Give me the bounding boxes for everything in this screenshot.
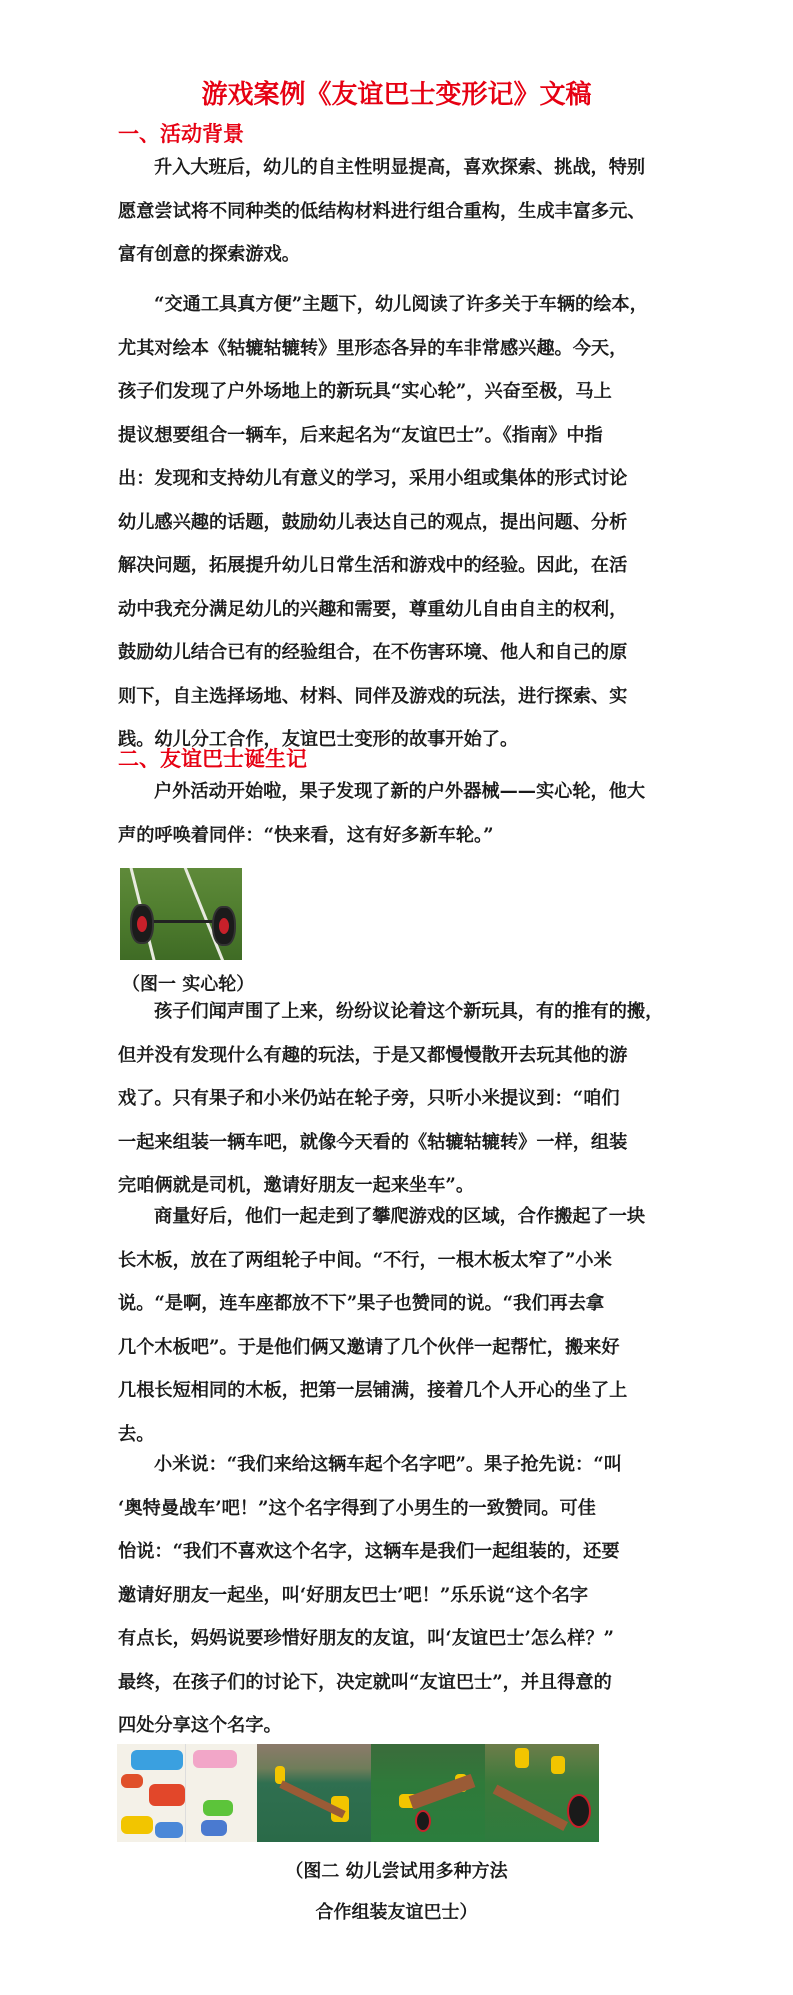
document-title: 游戏案例《友谊巴士变形记》文稿 [201, 80, 592, 110]
paragraph-birth-4 [118, 1443, 676, 1748]
paragraph-birth-3 [118, 1195, 676, 1456]
section-heading-background: 一、活动背景 [118, 121, 244, 146]
text-line: 去。 [118, 1423, 155, 1445]
paragraph-birth-2 [118, 990, 676, 1208]
text-line: 有点长，妈妈说要珍惜好朋友的友谊，叫‘友谊巴士’怎么样？” [118, 1628, 615, 1649]
text-line: 邀请好朋友一起坐，叫‘好朋友巴士’吧！”乐乐说“这个名字 [118, 1584, 589, 1606]
text-line: 幼儿感兴趣的话题，鼓励幼儿表达自己的观点，提出问题、分析 [118, 511, 628, 533]
text-line: 鼓励幼儿结合已有的经验组合，在不伤害环境、他人和自己的原 [118, 642, 628, 663]
paragraph-background-1 [118, 146, 676, 277]
wheel-left [130, 904, 154, 944]
text-line: 愿意尝试将不同种类的低结构材料进行组合重构，生成丰富多元、 [118, 200, 646, 222]
text-line: “交通工具真方便”主题下，幼儿阅读了许多关于车辆的绘本， [154, 294, 648, 315]
text-line: 解决问题，拓展提升幼儿日常生活和游戏中的经验。因此，在活 [118, 555, 628, 576]
wheel-right [212, 906, 236, 946]
text-line: 小米说：“我们来给这辆车起个名字吧”。果子抢先说：“叫 [154, 1454, 622, 1475]
text-line: 动中我充分满足幼儿的兴趣和需要，尊重幼儿自由自主的权利， [118, 598, 628, 620]
section-heading-birth: 二、友谊巴士诞生记 [118, 746, 307, 771]
text-line: 提议想要组合一辆车，后来起名为“友谊巴士”。《指南》中指 [118, 424, 603, 446]
text-line: 怡说：“我们不喜欢这个名字，这辆车是我们一起组装的，还要 [118, 1541, 620, 1562]
text-line: 说。“是啊，连车座都放不下”果子也赞同的说。“我们再去拿 [118, 1293, 605, 1314]
kids-pushing-cart-image [371, 1744, 485, 1842]
text-line: 几根长短相同的木板，把第一层铺满，接着几个人开心的坐了上 [118, 1380, 628, 1401]
figure-1-caption: （图一 实心轮） [122, 974, 255, 995]
text-line: 户外活动开始啦，果子发现了新的户外器械——实心轮，他大 [154, 781, 646, 802]
picture-book-vehicles-image [117, 1744, 257, 1842]
text-line: 完咱俩就是司机，邀请好朋友一起来坐车”。 [118, 1175, 475, 1196]
text-line: 最终，在孩子们的讨论下，决定就叫“友谊巴士”，并且得意的 [118, 1671, 612, 1693]
paragraph-background-2 [118, 283, 676, 762]
text-line: 富有创意的探索游戏。 [118, 244, 300, 265]
text-line: ‘奥特曼战车’吧！”这个名字得到了小男生的一致赞同。可佳 [118, 1497, 596, 1519]
text-line: 出：发现和支持幼儿有意义的学习，采用小组或集体的形式讨论 [118, 468, 628, 489]
text-line: 声的呼唤着同伴：“快来看，这有好多新车轮。” [118, 824, 494, 846]
figure-2-photo-strip [117, 1744, 676, 1842]
solid-wheel-photo [120, 868, 242, 960]
text-line: 四处分享这个名字。 [118, 1715, 282, 1736]
text-line: 但并没有发现什么有趣的玩法，于是又都慢慢散开去玩其他的游 [118, 1044, 628, 1066]
text-line: 商量好后，他们一起走到了攀爬游戏的区域，合作搬起了一块 [154, 1206, 646, 1227]
text-line: 尤其对绘本《轱辘轱辘转》里形态各异的车非常感兴趣。今天， [118, 337, 628, 359]
text-line: 孩子们闻声围了上来，纷纷议论着这个新玩具，有的推有的搬， [154, 1001, 664, 1022]
kids-assembling-bus-image [485, 1744, 599, 1842]
figure-2-caption-line-2: 合作组装友谊巴士） [315, 1902, 478, 1923]
text-line: 孩子们发现了户外场地上的新玩具“实心轮”，兴奋至极，马上 [118, 381, 612, 402]
text-line: 升入大班后，幼儿的自主性明显提高，喜欢探索、挑战，特别 [154, 157, 646, 178]
text-line: 则下，自主选择场地、材料、同伴及游戏的玩法，进行探索、实 [118, 685, 628, 707]
text-line: 长木板，放在了两组轮子中间。“不行，一根木板太窄了”小米 [118, 1249, 612, 1271]
text-line: 一起来组装一辆车吧，就像今天看的《轱辘轱辘转》一样，组装 [118, 1131, 628, 1153]
text-line: 几个木板吧”。于是他们俩又邀请了几个伙伴一起帮忙，搬来好 [118, 1336, 620, 1358]
paragraph-birth-1 [118, 770, 676, 857]
figure-2-caption-line-1: （图二 幼儿尝试用多种方法 [285, 1861, 508, 1882]
kids-carrying-board-image [257, 1744, 371, 1842]
text-line: 践。幼儿分工合作，友谊巴士变形的故事开始了。 [118, 729, 519, 750]
text-line: 戏了。只有果子和小米仍站在轮子旁，只听小米提议到：“咱们 [118, 1088, 620, 1109]
